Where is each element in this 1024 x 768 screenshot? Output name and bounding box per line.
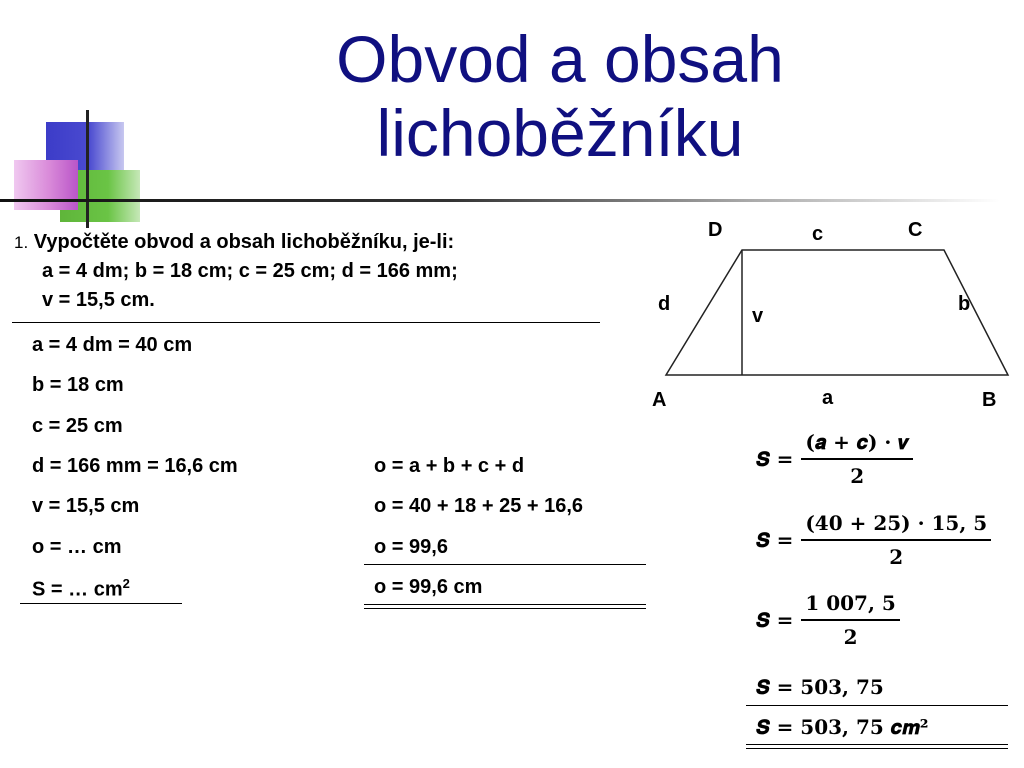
- given-d: [32, 455, 238, 478]
- given-b: b = 18 cm: [32, 374, 124, 396]
- side-d-label: d: [658, 293, 671, 315]
- vertex-b-label: B: [982, 389, 997, 411]
- vertex-c-label: C: [908, 219, 923, 241]
- area-substitution-lhs: 𝑺 =: [756, 528, 794, 552]
- unknown-s-exponent: 2: [122, 576, 130, 591]
- area-formula: [756, 430, 913, 488]
- side-c-label: c: [812, 223, 824, 245]
- perimeter-result-underline-1: [364, 604, 646, 605]
- unknown-o: o = … cm: [32, 536, 122, 558]
- decor-vertical-line: [86, 110, 89, 228]
- area-result: 𝑺 = 𝟓𝟎𝟑, 𝟕𝟓 𝒄𝒎²: [756, 715, 929, 739]
- task-line-1: Vypočtěte obvod a obsah lichoběžníku, je-li:: [33, 231, 455, 253]
- task-line-3: v = 15,5 cm.: [42, 289, 155, 311]
- decor-pink-square: [14, 160, 78, 210]
- area-substitution-numerator: (𝟒𝟎 + 𝟐𝟓) · 𝟏𝟓, 𝟓: [801, 511, 991, 541]
- area-substitution: [756, 511, 991, 569]
- trapezoid-diagram: [640, 210, 1020, 420]
- given-c: c = 25 cm: [32, 415, 123, 437]
- given-d-label: d = 166 mm: [32, 455, 142, 477]
- perimeter-result: o = 99,6 cm: [374, 576, 483, 598]
- given-underline: [20, 603, 182, 604]
- area-formula-denominator: 𝟐: [850, 464, 865, 488]
- given-v: v = 15,5 cm: [32, 495, 140, 517]
- side-a-label: a: [822, 387, 834, 409]
- task-number: 1.: [14, 233, 29, 252]
- perimeter-sum: o = 99,6: [374, 536, 448, 558]
- task-underline: [12, 322, 600, 323]
- area-formula-numerator: (𝒂 + 𝒄) · 𝒗: [801, 430, 913, 460]
- given-a-conversion: = 40 cm: [118, 334, 193, 356]
- area-product-lhs: 𝑺 =: [756, 608, 794, 632]
- trapezoid-shape: [666, 250, 1008, 375]
- perimeter-rule: [364, 564, 646, 565]
- title-line-2: lichoběžníku: [376, 96, 744, 170]
- title-line-1: Obvod a obsah: [336, 22, 784, 96]
- area-result-underline-2: [746, 748, 1008, 749]
- task-statement: [14, 228, 604, 315]
- unknown-s-label: S = … cm: [32, 578, 123, 601]
- height-v-label: v: [752, 305, 764, 327]
- given-d-conversion: = 16,6 cm: [147, 455, 238, 477]
- task-line-2: a = 4 dm; b = 18 cm; c = 25 cm; d = 166 mm;: [42, 260, 458, 282]
- area-formula-lhs: 𝑺 =: [756, 447, 794, 471]
- area-product-denominator: 𝟐: [843, 625, 858, 649]
- slide-title: [250, 22, 870, 170]
- vertex-d-label: D: [708, 219, 723, 241]
- area-product-numerator: 𝟏 𝟎𝟎𝟕, 𝟓: [801, 591, 899, 621]
- perimeter-formula: o = a + b + c + d: [374, 455, 525, 477]
- side-b-label: b: [958, 293, 971, 315]
- area-value-rule: [746, 705, 1008, 706]
- vertex-a-label: A: [652, 389, 667, 411]
- perimeter-result-underline-2: [364, 608, 646, 609]
- unknown-s: [32, 576, 130, 602]
- area-substitution-denominator: 𝟐: [889, 545, 904, 569]
- perimeter-substitution: o = 40 + 18 + 25 + 16,6: [374, 495, 584, 517]
- area-product: [756, 591, 900, 649]
- given-a: [32, 334, 192, 357]
- title-divider-line: [0, 199, 1000, 202]
- area-value: 𝑺 = 𝟓𝟎𝟑, 𝟕𝟓: [756, 675, 884, 699]
- area-result-underline-1: [746, 744, 1008, 745]
- given-a-label: a = 4 dm: [32, 334, 113, 356]
